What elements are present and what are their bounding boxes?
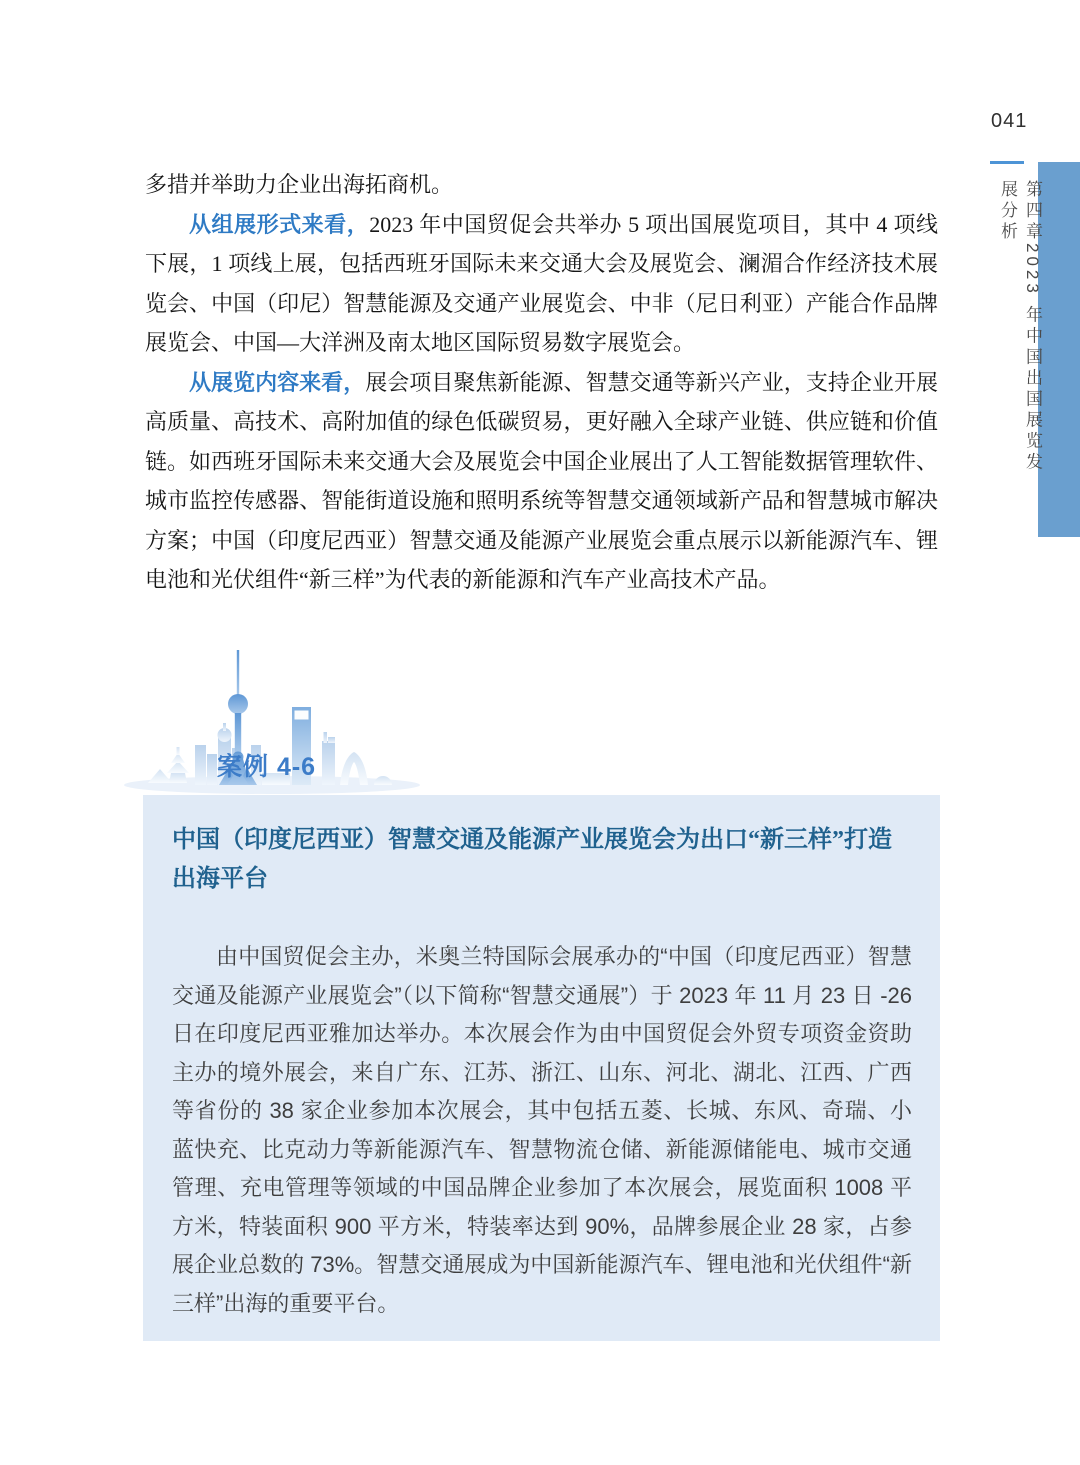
case-label: 案例 4-6 (217, 753, 317, 781)
paragraph (145, 165, 938, 205)
page-number: 041 (991, 110, 1028, 132)
case-title: 中国（印度尼西亚）智慧交通及能源产业展览会为出口“新三样”打造出海平台 (172, 827, 892, 892)
case-body: 由中国贸促会主办，米奥兰特国际会展承办的“中国（印度尼西亚）智慧交通及能源产业展览会”（以下简称“智慧交通展”）于 2023 年 11 月 23 日 -26 日在印度尼西亚雅加达举办。本次展会作为由中国贸促会外贸专项资金资助主办的境外展会，来自广东、江苏、浙江、山东、河北、湖北、江西、广西等省份的 38 家企业参加本次展会，其中包括五菱、长城、东风、奇瑞、小蓝快充、比克动力等新能源汽车、智慧物流仓储、新能源储能电、城市交通管理、充电管理等领域的中国品牌企业参加了本次展会，展览面积 1008 平方米，特装面积 900 平方米，特装率达到 90%，品牌参展企业 28 家，占参展企业总数的 73%。智慧交通展成为中国新能源汽车、锂电池和光伏组件“新三样”出海的重要平台。 (172, 944, 912, 1316)
chapter-vertical-title (995, 180, 1045, 490)
case-card (143, 795, 940, 1341)
paragraph-lead: 从组展形式来看， (189, 211, 370, 237)
paragraph-text: 2023 年中国贸促会共举办 5 项出国展览项目，其中 4 项线下展，1 项线上展，包括西班牙国际未来交通大会及展览会、澜湄合作经济技术展览会、中国（印尼）智慧能源及交通产业展览会、中非（尼日利亚）产能合作品牌展览会、中国—大洋洲及南太地区国际贸易数字展览会。 (145, 211, 938, 355)
paragraph-lead: 从展览内容来看， (189, 369, 366, 395)
chapter-title: 2023 年中国出国展览发展分析 (998, 180, 1042, 474)
chapter-divider-line (990, 161, 1024, 164)
paragraph-text: 多措并举助力企业出海拓商机。 (145, 172, 454, 197)
paragraph (145, 363, 938, 600)
main-text-block (145, 165, 938, 600)
paragraph-text: 展会项目聚焦新能源、智慧交通等新兴产业，支持企业开展高质量、高技术、高附加值的绿色低碳贸易，更好融入全球产业链、供应链和价值链。如西班牙国际未来交通大会及展览会中国企业展出了人工智能数据管理软件、城市监控传感器、智能街道设施和照明系统等智慧交通领域新产品和智慧城市解决方案；中国（印度尼西亚）智慧交通及能源产业展览会重点展示以新能源汽车、锂电池和光伏组件“新三样”为代表的新能源和汽车产业高技术产品。 (145, 369, 938, 592)
chapter-number: 第四章 (1023, 180, 1042, 243)
paragraph (145, 205, 938, 363)
